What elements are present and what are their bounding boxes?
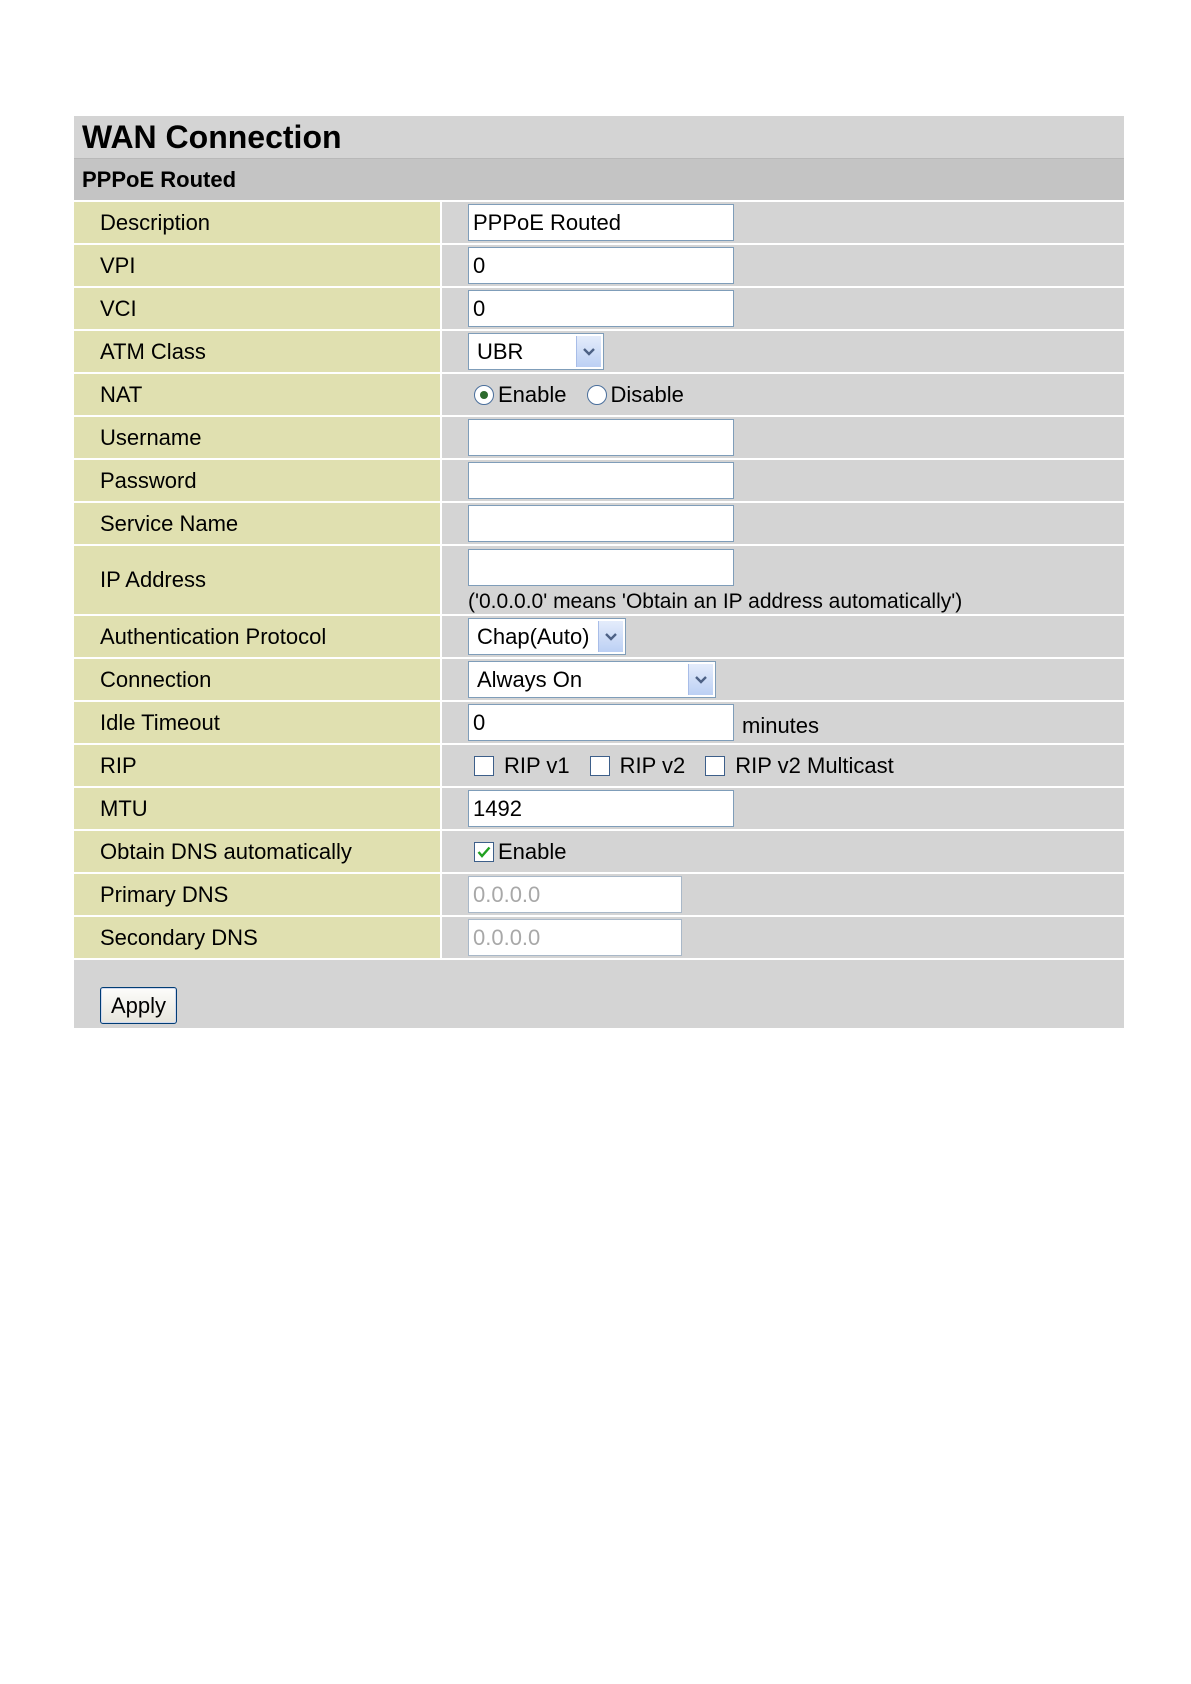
atm-class-selected: UBR bbox=[477, 338, 524, 364]
auth-protocol-selected: Chap(Auto) bbox=[477, 623, 590, 649]
vci-label: VCI bbox=[74, 288, 440, 329]
description-label: Description bbox=[74, 202, 440, 243]
ip-address-cell bbox=[440, 546, 1124, 614]
nat-cell bbox=[440, 374, 1124, 415]
chevron-down-icon[interactable] bbox=[598, 621, 623, 652]
row-service-name bbox=[74, 501, 1124, 544]
connection-select[interactable] bbox=[468, 661, 716, 698]
primary-dns-label: Primary DNS bbox=[74, 874, 440, 915]
nat-label: NAT bbox=[74, 374, 440, 415]
form-footer bbox=[74, 958, 1124, 1028]
row-password bbox=[74, 458, 1124, 501]
nat-disable-radio[interactable] bbox=[587, 385, 607, 405]
wan-connection-panel bbox=[74, 116, 1124, 1028]
obtain-dns-checkbox[interactable] bbox=[474, 842, 494, 862]
chevron-down-icon[interactable] bbox=[688, 664, 713, 695]
connection-selected: Always On bbox=[477, 666, 583, 692]
rip-v1-checkbox[interactable] bbox=[474, 756, 494, 776]
row-vpi bbox=[74, 243, 1124, 286]
password-cell bbox=[440, 460, 1124, 501]
row-auth-protocol bbox=[74, 614, 1124, 657]
chevron-down-icon[interactable] bbox=[576, 336, 601, 367]
secondary-dns-label: Secondary DNS bbox=[74, 917, 440, 958]
username-input[interactable] bbox=[468, 419, 734, 456]
username-label: Username bbox=[74, 417, 440, 458]
idle-timeout-unit: minutes bbox=[742, 712, 820, 738]
secondary-dns-input bbox=[468, 919, 682, 956]
apply-button[interactable]: Apply bbox=[100, 987, 177, 1024]
row-mtu bbox=[74, 786, 1124, 829]
rip-v2-multicast-label: RIP v2 Multicast bbox=[735, 752, 894, 778]
row-ip-address bbox=[74, 544, 1124, 614]
obtain-dns-label: Obtain DNS automatically bbox=[74, 831, 440, 872]
nat-disable-label: Disable bbox=[610, 381, 684, 407]
rip-v1-label: RIP v1 bbox=[504, 752, 570, 778]
idle-timeout-cell bbox=[440, 702, 1124, 743]
row-description bbox=[74, 200, 1124, 243]
connection-cell bbox=[440, 659, 1124, 700]
mtu-label: MTU bbox=[74, 788, 440, 829]
mtu-input[interactable] bbox=[468, 790, 734, 827]
service-name-input[interactable] bbox=[468, 505, 734, 542]
service-name-cell bbox=[440, 503, 1124, 544]
row-primary-dns bbox=[74, 872, 1124, 915]
atm-class-select[interactable] bbox=[468, 333, 604, 370]
rip-cell bbox=[440, 745, 1124, 786]
secondary-dns-cell bbox=[440, 917, 1124, 958]
row-idle-timeout bbox=[74, 700, 1124, 743]
vpi-cell bbox=[440, 245, 1124, 286]
row-connection bbox=[74, 657, 1124, 700]
description-input[interactable] bbox=[468, 204, 734, 241]
row-secondary-dns bbox=[74, 915, 1124, 958]
connection-label: Connection bbox=[74, 659, 440, 700]
rip-label: RIP bbox=[74, 745, 440, 786]
service-name-label: Service Name bbox=[74, 503, 440, 544]
section-title: PPPoE Routed bbox=[74, 158, 1124, 200]
obtain-dns-cell bbox=[440, 831, 1124, 872]
row-nat bbox=[74, 372, 1124, 415]
rip-v2-checkbox[interactable] bbox=[590, 756, 610, 776]
check-mark-icon bbox=[477, 846, 491, 858]
row-rip bbox=[74, 743, 1124, 786]
row-username bbox=[74, 415, 1124, 458]
password-input[interactable] bbox=[468, 462, 734, 499]
obtain-dns-enable-label: Enable bbox=[498, 838, 567, 864]
rip-v2-label: RIP v2 bbox=[619, 752, 686, 778]
mtu-cell bbox=[440, 788, 1124, 829]
password-label: Password bbox=[74, 460, 440, 501]
idle-timeout-input[interactable] bbox=[468, 704, 734, 741]
vpi-input[interactable] bbox=[468, 247, 734, 284]
atm-class-label: ATM Class bbox=[74, 331, 440, 372]
row-atm-class bbox=[74, 329, 1124, 372]
username-cell bbox=[440, 417, 1124, 458]
nat-enable-radio[interactable] bbox=[474, 385, 494, 405]
description-cell bbox=[440, 202, 1124, 243]
vci-input[interactable] bbox=[468, 290, 734, 327]
row-obtain-dns bbox=[74, 829, 1124, 872]
row-vci bbox=[74, 286, 1124, 329]
rip-v2-multicast-checkbox[interactable] bbox=[705, 756, 725, 776]
auth-protocol-cell bbox=[440, 616, 1124, 657]
primary-dns-cell bbox=[440, 874, 1124, 915]
radio-selected-dot-icon bbox=[480, 391, 488, 399]
atm-class-cell bbox=[440, 331, 1124, 372]
ip-address-input[interactable] bbox=[468, 549, 734, 586]
vci-cell bbox=[440, 288, 1124, 329]
auth-protocol-select[interactable] bbox=[468, 618, 626, 655]
auth-protocol-label: Authentication Protocol bbox=[74, 616, 440, 657]
primary-dns-input bbox=[468, 876, 682, 913]
vpi-label: VPI bbox=[74, 245, 440, 286]
idle-timeout-label: Idle Timeout bbox=[74, 702, 440, 743]
nat-enable-label: Enable bbox=[498, 381, 567, 407]
page-title: WAN Connection bbox=[74, 116, 1124, 158]
ip-address-label: IP Address bbox=[74, 546, 440, 614]
ip-address-hint: ('0.0.0.0' means 'Obtain an IP address automatically') bbox=[468, 590, 963, 613]
